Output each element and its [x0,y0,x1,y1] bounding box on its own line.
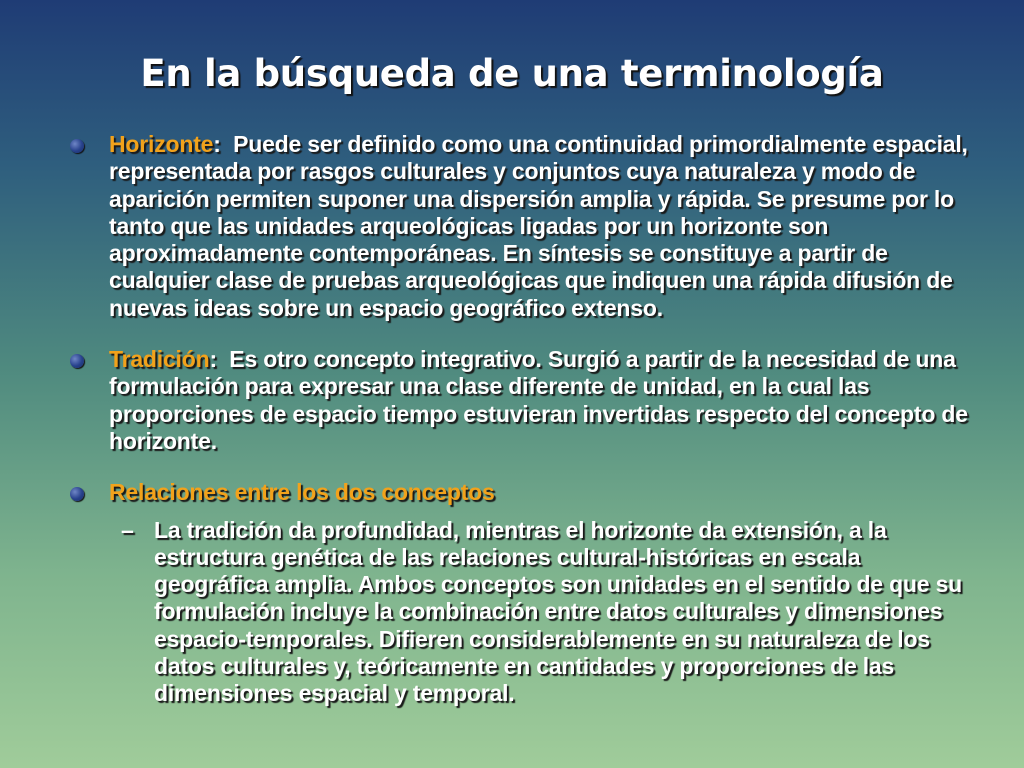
term-separator: : [209,346,217,373]
bullet-dot-icon [70,139,84,153]
slide-body [64,131,974,708]
bullet-dot-icon [70,487,84,501]
sub-bullet-text: La tradición da profundidad, mientras el horizonte da extensión, a la estructura genética de las relaciones cultural-históricas en escala geográfica amplia. Ambos conceptos son unidades en el sentido de que su formulación incluye la combinación entre datos culturales y dimensiones espacio-temporales. Difieren considerablemente en su naturaleza de los datos culturales y, teóricamente en cantidades y proporciones de las dimensiones espacial y temporal. [154,516,963,707]
term-tradicion: Tradición [109,346,210,373]
slide-title: En la búsqueda de una terminología [140,52,884,95]
bullet-relaciones [64,479,974,506]
term-horizonte: Horizonte [109,131,214,157]
dash-marker-icon: – [121,516,134,543]
bullet-text: Es otro concepto integrativo. Surgió a partir de la necesidad de una formulación para expresar una clase diferente de unidad, en la cual las proporciones de espacio tiempo estuvieran invertidas respecto del concepto de horizonte. [109,346,975,454]
sub-bullet-relaciones [64,517,974,708]
bullet-dot-icon [70,354,84,368]
bullet-text: Puede ser definido como una continuidad primordialmente espacial, representada por rasgos culturales y conjuntos cuya naturaleza y modo de aparición permiten suponer una dispersión amplia y rápida. Se presume por lo tanto que las unidades arqueológicas ligadas por un horizonte son aproximadamente contemporáneas. En síntesis se constituye a partir de cualquier clase de pruebas arqueológicas que indiquen una rápida difusión de nuevas ideas sobre un espacio geográfico extenso. [109,131,974,321]
term-separator: : [213,131,221,157]
bullet-horizonte [64,131,974,322]
bullet-tradicion [64,346,974,455]
term-relaciones: Relaciones entre los dos conceptos [109,479,495,506]
